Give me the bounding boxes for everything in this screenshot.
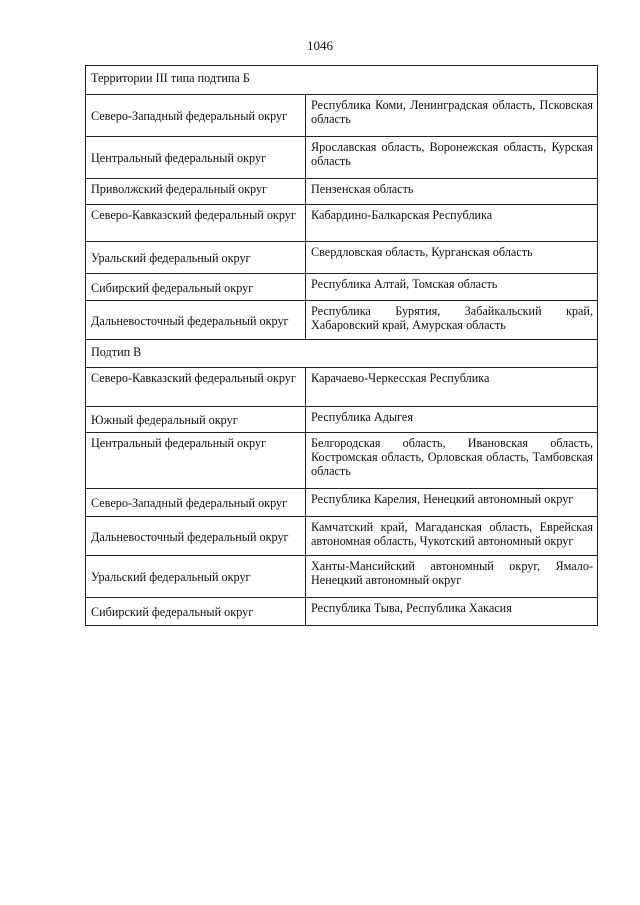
regions-cell: Свердловская область, Курганская область xyxy=(306,242,598,274)
regions-cell: Республика Коми, Ленинградская область, Псковская область xyxy=(306,95,598,137)
table-row xyxy=(86,598,598,626)
table-row xyxy=(86,556,598,598)
page-number: 1046 xyxy=(307,38,333,53)
regions-cell: Республика Тыва, Республика Хакасия xyxy=(306,598,598,626)
regions-cell: Белгородская область, Ивановская область, Костромская область, Орловская область, Тамбовская область xyxy=(306,433,598,489)
regions-cell: Республика Бурятия, Забайкальский край, Хабаровский край, Амурская область xyxy=(306,301,598,340)
district-cell: Дальневосточный федеральный округ xyxy=(86,301,306,340)
regions-cell: Республика Карелия, Ненецкий автономный округ xyxy=(306,489,598,517)
district-cell: Дальневосточный федеральный округ xyxy=(86,517,306,556)
district-cell: Северо-Кавказский федеральный округ xyxy=(86,205,306,242)
table-row xyxy=(86,407,598,433)
district-cell: Южный федеральный округ xyxy=(86,407,306,433)
regions-cell: Ханты-Мансийский автономный округ, Ямало-Ненецкий автономный округ xyxy=(306,556,598,598)
table-row xyxy=(86,95,598,137)
table-row xyxy=(86,517,598,556)
regions-cell: Республика Алтай, Томская область xyxy=(306,274,598,301)
regions-cell: Карачаево-Черкесская Республика xyxy=(306,368,598,407)
regions-cell: Пензенская область xyxy=(306,179,598,205)
section-header-row xyxy=(86,66,598,95)
district-cell: Уральский федеральный округ xyxy=(86,242,306,274)
district-cell: Северо-Западный федеральный округ xyxy=(86,95,306,137)
district-cell: Приволжский федеральный округ xyxy=(86,179,306,205)
regions-cell: Республика Адыгея xyxy=(306,407,598,433)
regions-cell: Кабардино-Балкарская Республика xyxy=(306,205,598,242)
table-row xyxy=(86,242,598,274)
district-cell: Уральский федеральный округ xyxy=(86,556,306,598)
district-cell: Северо-Западный федеральный округ xyxy=(86,489,306,517)
district-cell: Северо-Кавказский федеральный округ xyxy=(86,368,306,407)
section-title: Подтип В xyxy=(86,340,598,368)
regions-cell: Ярославская область, Воронежская область, Курская область xyxy=(306,137,598,179)
territories-table xyxy=(85,65,598,626)
table-row xyxy=(86,137,598,179)
table-row xyxy=(86,433,598,489)
section-title: Территории III типа подтипа Б xyxy=(86,66,598,95)
section-header-row xyxy=(86,340,598,368)
table-row xyxy=(86,179,598,205)
table-row xyxy=(86,368,598,407)
table-row xyxy=(86,301,598,340)
district-cell: Сибирский федеральный округ xyxy=(86,598,306,626)
table-row xyxy=(86,489,598,517)
district-cell: Центральный федеральный округ xyxy=(86,137,306,179)
table-row xyxy=(86,205,598,242)
district-cell: Центральный федеральный округ xyxy=(86,433,306,489)
district-cell: Сибирский федеральный округ xyxy=(86,274,306,301)
regions-cell: Камчатский край, Магаданская область, Еврейская автономная область, Чукотский автономный округ xyxy=(306,517,598,556)
table-row xyxy=(86,274,598,301)
